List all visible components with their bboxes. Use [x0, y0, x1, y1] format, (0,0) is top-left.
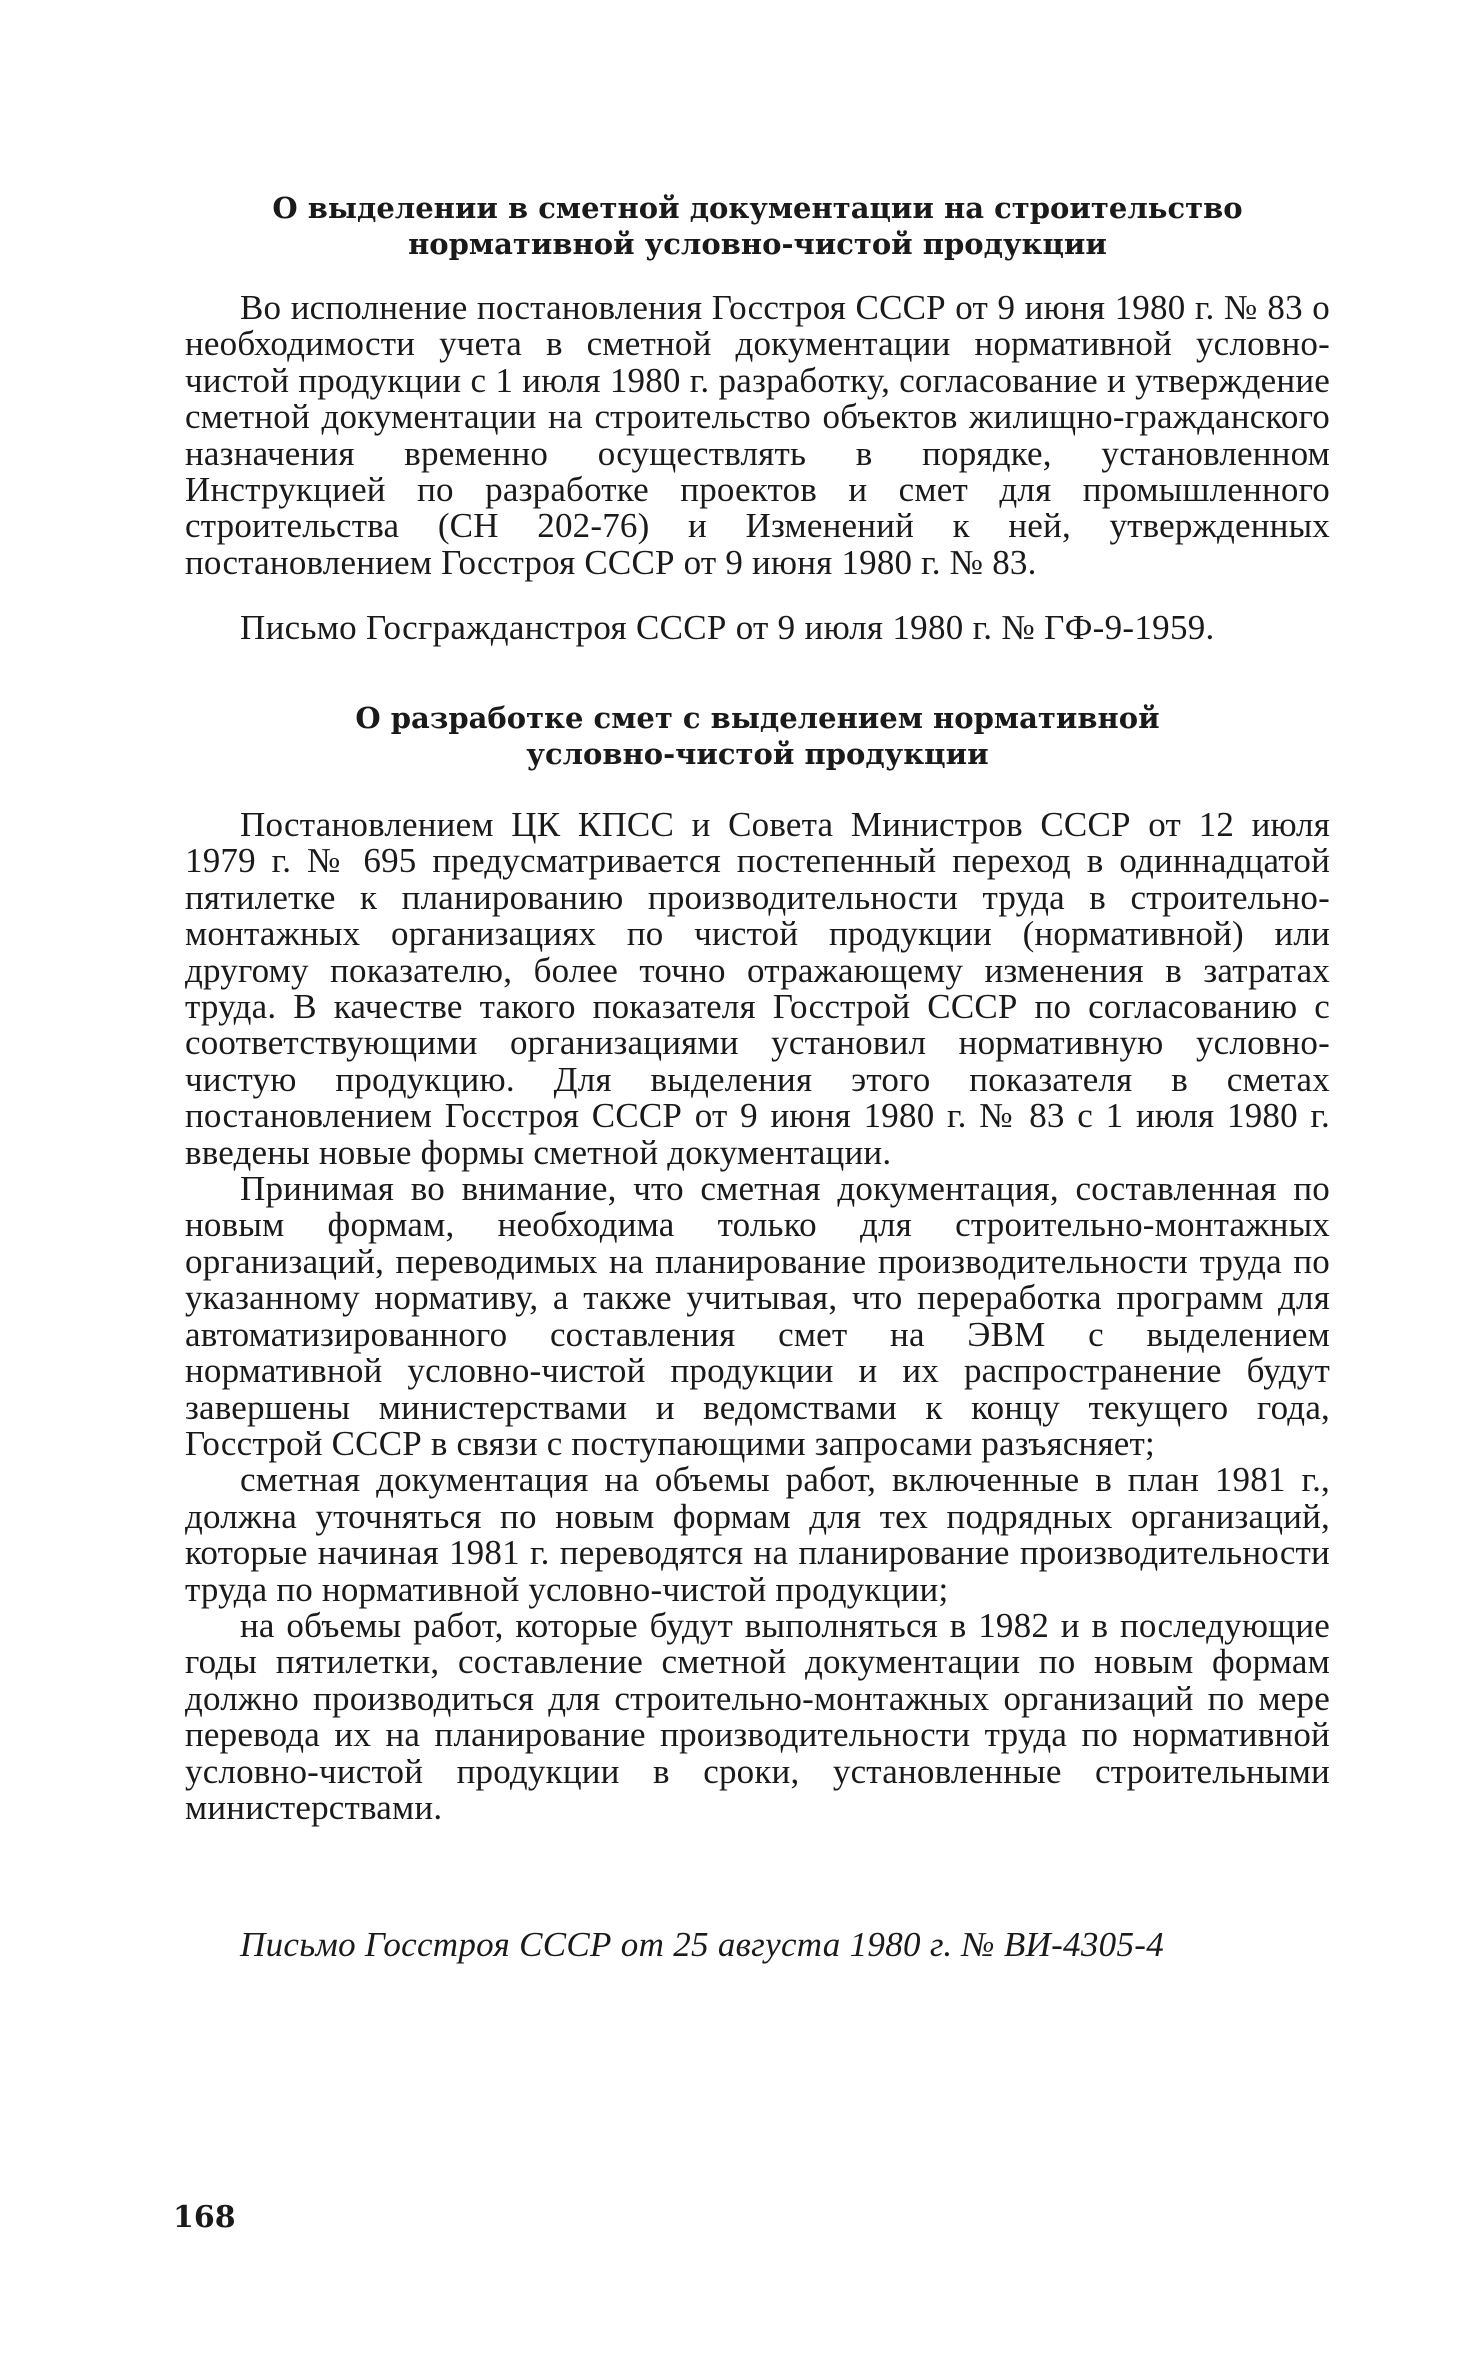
section2-paragraph-4: на объемы работ, которые будут выполняться в 1982 и в последующие годы пятилетки, составление сметной документации по новым формам должно производиться для строительно-монтажных организаций по мере перевода их на планирование производительности труда по нормативной условно-чистой продукции в сроки, установленные строительными министерствами.	[185, 1605, 1330, 1827]
section2-source: Письмо Госстроя СССР от 25 августа 1980 г. № ВИ-4305-4	[240, 1925, 1164, 1964]
page-number: 168	[173, 2200, 236, 2235]
section1-paragraph: Во исполнение постановления Госстроя СССР от 9 июня 1980 г. № 83 о необходимости учета в сметной документации нормативной условно-чистой продукции с 1 июля 1980 г. разработку, согласование и утверждение сметной документации на строительство объектов жилищно-гражданского назначения временно осуществлять в порядке, установленном Инструкцией по разработке проектов и смет для промышленного строительства (СН 202-76) и Изменений к ней, утвержденных постановлением Госстроя СССР от 9 июня 1980 г. № 83.	[185, 288, 1330, 582]
section1-source-wrap	[185, 608, 1330, 648]
section1-heading-line2: нормативной условно-чистой продукции	[408, 227, 1107, 261]
section2-paragraph-3: сметная документация на объемы работ, включенные в план 1981 г., должна уточняться по новым формам для тех подрядных организаций, которые начиная 1981 г. переводятся на планирование производительности труда по нормативной условно-чистой продукции;	[185, 1460, 1330, 1609]
section2-source-wrap	[185, 1925, 1330, 1965]
section2-paragraph-1: Постановлением ЦК КПСС и Совета Министров СССР от 12 июля 1979 г. № 695 предусматривается постепенный переход в одиннадцатой пятилетке к планированию производительности труда в строительно-монтажных организациях по чистой продукции (нормативной) или другому показателю, более точно отражающему изменения в затратах труда. В качестве такого показателя Госстрой СССР по согласованию с соответствующими организациями установил нормативную условно-чистую продукцию. Для выделения этого показателя в сметах постановлением Госстроя СССР от 9 июня 1980 г. № 83 с 1 июля 1980 г. введены новые формы сметной документации.	[185, 805, 1330, 1172]
section1	[185, 190, 1330, 262]
section2	[185, 700, 1330, 772]
section1-heading-line1: О выделении в сметной документации на строительство	[272, 191, 1243, 225]
section2-heading	[185, 700, 1330, 772]
section2-body	[185, 807, 1330, 1826]
section1-heading	[185, 190, 1330, 262]
section1-body	[185, 290, 1330, 581]
section2-heading-line1: О разработке смет с выделением нормативной	[355, 701, 1160, 735]
section2-heading-line2: условно-чистой продукции	[526, 737, 989, 771]
section2-paragraph-2: Принимая во внимание, что сметная документация, составленная по новым формам, необходима только для строительно-монтажных организаций, переводимых на планирование производительности труда по указанному нормативу, а также учитывая, что переработка программ для автоматизированного составления смет на ЭВМ с выделением нормативной условно-чистой продукции и их распространение будут завершены министерствами и ведомствами к концу текущего года, Госстрой СССР в связи с поступающими запросами разъясняет;	[185, 1169, 1330, 1463]
section1-source: Письмо Госгражданстроя СССР от 9 июля 1980 г. № ГФ-9-1959.	[240, 608, 1215, 647]
